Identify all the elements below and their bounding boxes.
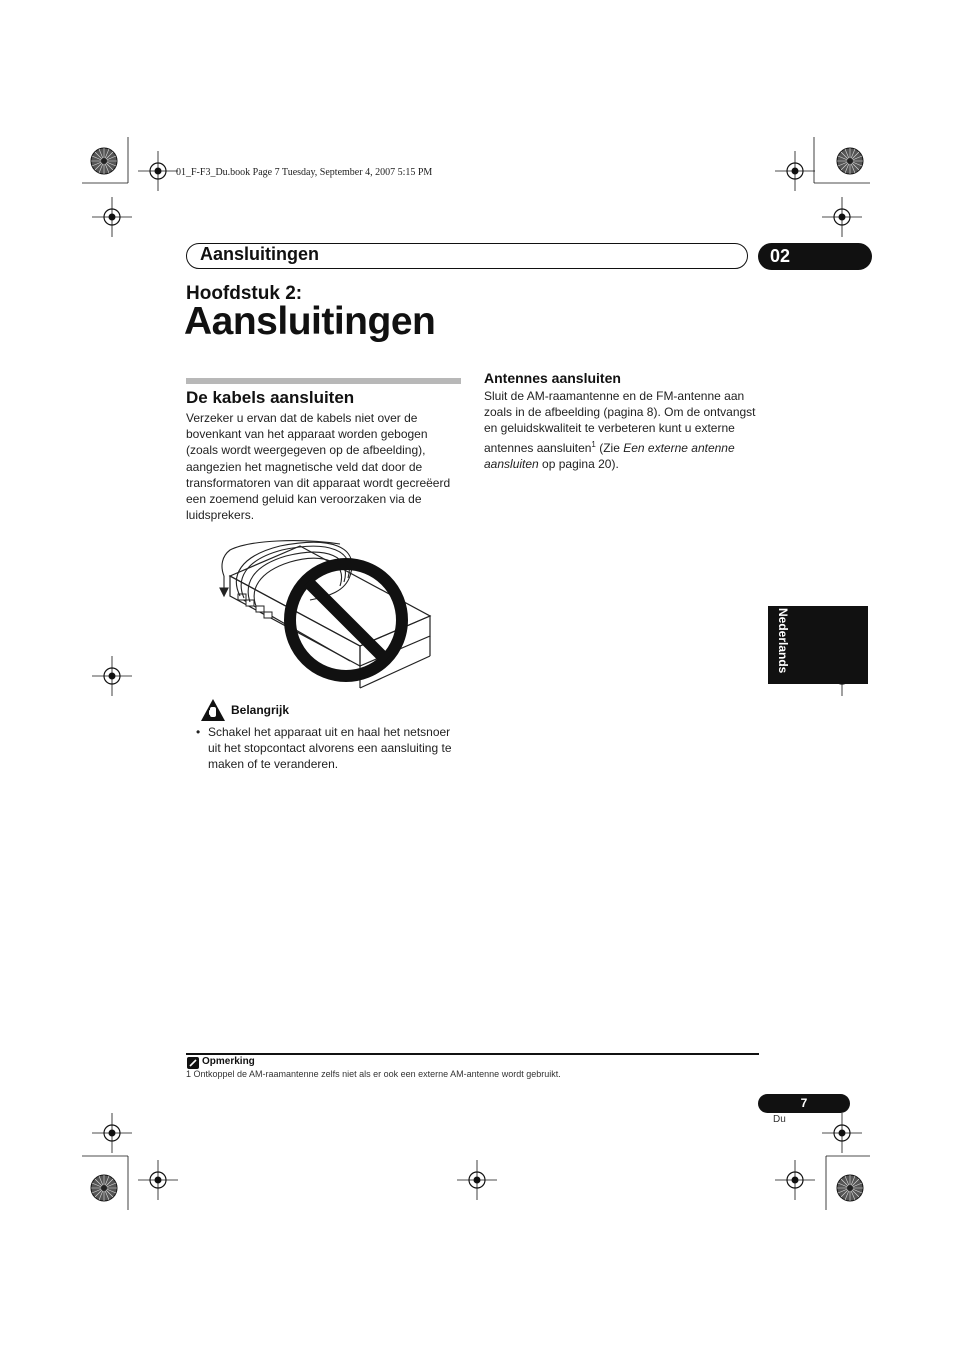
note-title: Opmerking <box>202 1056 255 1067</box>
section-body-cables: Verzeker u ervan dat de kabels niet over de bovenkant van het apparaat worden gebogen (zoals wordt weergegeven op de afbeelding), aangezien het magnetische veld dat door de transformatoren van dit apparaat wordt gecreëerd een zoemend geluid kan veroorzaken via de luidsprekers. <box>186 411 451 523</box>
warning-hand-icon <box>200 698 226 722</box>
antennas-body-end: op pagina 20). <box>538 456 619 471</box>
list-item: • Schakel het apparaat uit en haal het netsnoer uit het stopcontact alvorens een aansluiting te maken of te veranderen. <box>196 724 461 773</box>
section-body-antennas <box>484 388 759 472</box>
header-section-title: Aansluitingen <box>200 244 320 264</box>
note-divider <box>186 1053 759 1055</box>
note-pencil-icon <box>187 1057 199 1069</box>
footnote-ref: 1 <box>591 439 596 449</box>
chapter-number-badge: 02 <box>758 243 872 270</box>
antennas-body-start: Sluit de AM-raamantenne en de FM-antenne aan zoals in de afbeelding (pagina 8). Om de ontvangst en geluidskwaliteit te verbeteren kunt u externe antennes aansluiten <box>484 389 756 455</box>
section-title-cables: De kabels aansluiten <box>186 388 355 407</box>
chapter-label: Hoofdstuk 2: <box>186 283 303 304</box>
book-meta-line: 01_F-F3_Du.book Page 7 Tuesday, September 4, 2007 5:15 PM <box>176 167 433 178</box>
section-title-antennas: Antennes aansluiten <box>484 370 621 386</box>
antennas-body-link: Een externe antenne aansluiten <box>484 440 735 471</box>
page-language-code: Du <box>773 1114 786 1125</box>
chapter-title: Aansluitingen <box>184 300 436 343</box>
important-bullet-list <box>196 724 461 773</box>
important-title: Belangrijk <box>231 703 290 717</box>
note-text: 1 Ontkoppel de AM-raamantenne zelfs niet als er ook een externe AM-antenne wordt gebruikt. <box>186 1069 561 1079</box>
language-tab-label: Nederlands <box>776 608 790 674</box>
section-bar <box>186 378 461 384</box>
antennas-body-paren: (Z <box>595 440 611 455</box>
page-number-badge: 7 <box>758 1094 850 1113</box>
no-entry-sign-icon <box>210 536 440 696</box>
antennas-body-zie: ie <box>610 440 620 455</box>
